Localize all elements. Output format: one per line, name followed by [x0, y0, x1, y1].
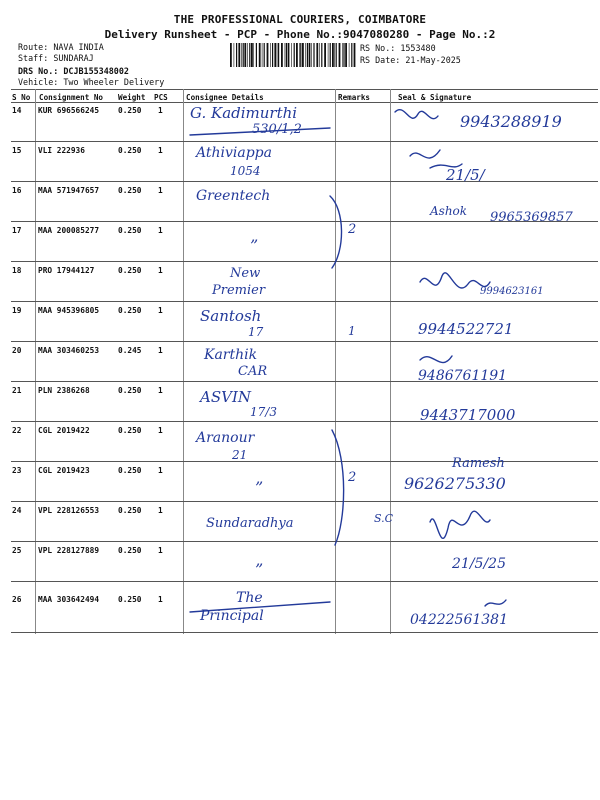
- row-sno: 20: [12, 346, 22, 355]
- row-sno: 22: [12, 426, 22, 435]
- row-consignment: PRO 17944127: [38, 266, 95, 275]
- rs-no-label: RS No.:: [360, 43, 396, 53]
- row-sno: 24: [12, 506, 22, 515]
- col-consignee: Consignee Details: [186, 93, 264, 102]
- barcode-bar: [319, 43, 320, 67]
- hw-sign-15: 21/5/: [446, 166, 485, 184]
- hw-consignee-14-sub: 530/1,2: [252, 122, 302, 137]
- col-pcs: PCS: [154, 93, 168, 102]
- row-consignment: CGL 2019423: [38, 466, 90, 475]
- drs-value: DCJB155348002: [63, 66, 129, 76]
- row-rule: [11, 632, 598, 633]
- hw-consignee-19-sub: 17: [248, 325, 264, 339]
- row-pcs: 1: [158, 226, 163, 235]
- row-pcs: 1: [158, 186, 163, 195]
- barcode-bar: [354, 43, 356, 67]
- rs-date-value: 21-May-2025: [405, 55, 461, 65]
- barcode-bar: [330, 43, 331, 67]
- staff-line: [18, 53, 94, 63]
- hw-consignee-24: Sundaradhya: [206, 516, 294, 531]
- table-row: [0, 423, 600, 463]
- barcode-bar: [259, 43, 261, 67]
- route-label: Route:: [18, 42, 49, 52]
- row-pcs: 1: [158, 595, 163, 604]
- hw-phone-14: 9943288919: [460, 112, 562, 131]
- staff-label: Staff:: [18, 53, 49, 63]
- row-consignment: VLI 222936: [38, 146, 85, 155]
- hw-consignee-15-sub: 1054: [230, 164, 261, 178]
- barcode-bar: [278, 43, 279, 67]
- hw-phone-26: 04222561381: [410, 612, 508, 628]
- barcode-bar: [274, 43, 276, 67]
- row-sno: 16: [12, 186, 22, 195]
- hw-sign-23: Ramesh: [452, 456, 505, 471]
- hw-consignee-26b: Principal: [200, 608, 264, 624]
- barcode-bar: [351, 43, 352, 67]
- col-consignment: Consignment No: [39, 93, 104, 102]
- barcode-bar: [313, 43, 314, 67]
- row-sno: 23: [12, 466, 22, 475]
- table-row: [0, 143, 600, 183]
- barcode-bar: [243, 43, 244, 67]
- barcode-bar: [302, 43, 304, 67]
- row-pcs: 1: [158, 106, 163, 115]
- row-sno: 17: [12, 226, 22, 235]
- row-consignment: VPL 228127889: [38, 546, 100, 555]
- hw-ditto-17: ”: [250, 236, 259, 255]
- hw-consignee-20a: Karthik: [204, 347, 258, 363]
- row-sno: 26: [12, 595, 22, 604]
- barcode-bar: [328, 43, 329, 67]
- row-rule: [11, 581, 598, 582]
- row-consignment: VPL 228126553: [38, 506, 100, 515]
- row-consignment: PLN 2386268: [38, 386, 90, 395]
- row-consignment: CGL 2019422: [38, 426, 90, 435]
- row-sno: 21: [12, 386, 22, 395]
- row-weight: 0.245: [118, 346, 142, 355]
- row-weight: 0.250: [118, 106, 142, 115]
- barcode-bar: [270, 43, 271, 67]
- hw-consignee-18a: New: [230, 266, 261, 281]
- barcode-bar: [285, 43, 286, 67]
- col-remarks: Remarks: [338, 93, 371, 102]
- barcode-bar: [277, 43, 278, 67]
- rs-no-value: 1553480: [400, 43, 436, 53]
- table-top-rule: [11, 89, 598, 90]
- hw-consignee-16: Greentech: [196, 188, 271, 204]
- row-weight: 0.250: [118, 306, 142, 315]
- barcode-bar: [247, 43, 248, 67]
- barcode-bar: [238, 43, 240, 67]
- row-sno: 15: [12, 146, 22, 155]
- barcode-bar: [234, 43, 235, 67]
- barcode-bar: [251, 43, 253, 67]
- barcode-bar: [296, 43, 298, 67]
- row-sno: 25: [12, 546, 22, 555]
- hw-phone-19: 9944522721: [418, 320, 514, 338]
- hw-consignee-15: Athiviappa: [196, 145, 272, 161]
- hw-consignee-14: G. Kadimurthi: [190, 104, 298, 122]
- barcode-bar: [316, 43, 318, 67]
- barcode-bar: [336, 43, 337, 67]
- row-pcs: 1: [158, 546, 163, 555]
- col-signature: Seal & Signature: [398, 93, 472, 102]
- barcode-bar: [305, 43, 306, 67]
- row-pcs: 1: [158, 466, 163, 475]
- row-rule: [11, 341, 598, 342]
- barcode-bar: [345, 43, 347, 67]
- row-pcs: 1: [158, 306, 163, 315]
- row-sno: 18: [12, 266, 22, 275]
- vehicle-label: Vehicle:: [18, 77, 59, 87]
- hw-phone-18: 9994623161: [480, 286, 544, 297]
- row-pcs: 1: [158, 506, 163, 515]
- barcode-bar: [288, 43, 290, 67]
- hw-ditto-23: ”: [255, 478, 264, 497]
- hw-consignee-26a: The: [236, 590, 263, 606]
- barcode-bar: [294, 43, 295, 67]
- col-sno: S No: [12, 93, 31, 102]
- barcode-bar: [256, 43, 257, 67]
- table-row: [0, 590, 600, 634]
- rs-date-line: [360, 55, 461, 65]
- row-pcs: 1: [158, 386, 163, 395]
- row-weight: 0.250: [118, 426, 142, 435]
- hw-sign-16: Ashok: [430, 204, 468, 218]
- barcode-bar: [249, 43, 250, 67]
- hw-consignee-18b: Premier: [212, 283, 266, 298]
- hw-remark-16: 2: [348, 222, 357, 237]
- hw-ditto-25: ”: [255, 560, 264, 579]
- barcode-bar: [244, 43, 246, 67]
- barcode-bar: [332, 43, 334, 67]
- barcode-bar: [262, 43, 263, 67]
- hw-remark-24: S.C: [374, 512, 394, 525]
- row-consignment: MAA 571947657: [38, 186, 100, 195]
- row-weight: 0.250: [118, 226, 142, 235]
- drs-line: [18, 66, 129, 76]
- barcode-bar: [264, 43, 265, 67]
- company-title: THE PROFESSIONAL COURIERS, COIMBATORE: [173, 13, 427, 26]
- row-consignment: KUR 696566245: [38, 106, 100, 115]
- row-consignment: MAA 945396805: [38, 306, 100, 315]
- rs-date-label: RS Date:: [360, 55, 401, 65]
- barcode-bar: [311, 43, 312, 67]
- table-row: [0, 543, 600, 583]
- row-rule: [11, 141, 598, 142]
- row-rule: [11, 301, 598, 302]
- row-rule: [11, 541, 598, 542]
- barcode-bar: [230, 43, 232, 67]
- runsheet-title: Delivery Runsheet - PCP - Phone No.:9047080280 - Page No.:2: [104, 28, 496, 41]
- hw-phone-16: 9965369857: [490, 210, 573, 225]
- barcode-bar: [324, 43, 326, 67]
- row-consignment: MAA 303460253: [38, 346, 100, 355]
- row-weight: 0.250: [118, 506, 142, 515]
- barcode-bar: [299, 43, 300, 67]
- barcode-bar: [272, 43, 273, 67]
- row-sno: 14: [12, 106, 22, 115]
- hw-sign-25: 21/5/25: [452, 556, 506, 572]
- barcode-bar: [321, 43, 322, 67]
- barcode-bar: [241, 43, 242, 67]
- hw-consignee-19: Santosh: [200, 307, 262, 325]
- barcode-bar: [343, 43, 344, 67]
- barcode-bar: [236, 43, 237, 67]
- route-line: [18, 42, 104, 52]
- hw-consignee-22-sub: 21: [232, 448, 248, 462]
- row-pcs: 1: [158, 266, 163, 275]
- barcode-bar: [267, 43, 269, 67]
- barcode-bar: [300, 43, 301, 67]
- row-weight: 0.250: [118, 386, 142, 395]
- hw-remark-19: 1: [348, 324, 356, 338]
- table-row: [0, 223, 600, 263]
- row-pcs: 1: [158, 346, 163, 355]
- hw-phone-20: 9486761191: [418, 368, 508, 384]
- hw-phone-23: 9626275330: [404, 474, 506, 493]
- row-weight: 0.250: [118, 146, 142, 155]
- row-weight: 0.250: [118, 546, 142, 555]
- row-pcs: 1: [158, 426, 163, 435]
- table-row: [0, 263, 600, 303]
- hw-phone-21: 9443717000: [420, 406, 516, 424]
- barcode-bar: [281, 43, 283, 67]
- barcode-bar: [286, 43, 287, 67]
- barcode-bar: [253, 43, 254, 67]
- barcode-image: [230, 43, 356, 67]
- hw-consignee-21-sub: 17/3: [250, 405, 277, 419]
- staff-value: SUNDARAJ: [53, 53, 94, 63]
- table-row: [0, 503, 600, 543]
- barcode-bar: [349, 43, 350, 67]
- barcode-bar: [342, 43, 343, 67]
- col-weight: Weight: [118, 93, 146, 102]
- drs-label: DRS No.:: [18, 66, 59, 76]
- vehicle-line: [18, 77, 164, 87]
- row-rule: [11, 461, 598, 462]
- row-rule: [11, 261, 598, 262]
- hw-consignee-22: Aranour: [196, 430, 255, 446]
- vehicle-value: Two Wheeler Delivery: [63, 77, 165, 87]
- row-weight: 0.250: [118, 186, 142, 195]
- hw-remark-23: 2: [348, 470, 357, 485]
- barcode-bar: [307, 43, 308, 67]
- row-consignment: MAA 303642494: [38, 595, 100, 604]
- row-consignment: MAA 200085277: [38, 226, 100, 235]
- barcode-bar: [334, 43, 335, 67]
- barcode-bar: [339, 43, 341, 67]
- row-rule: [11, 181, 598, 182]
- rs-no-line: [360, 43, 436, 53]
- barcode-bar: [309, 43, 311, 67]
- hw-consignee-21: ASVIN: [200, 388, 251, 406]
- table-row: [0, 343, 600, 383]
- row-weight: 0.250: [118, 595, 142, 604]
- row-sno: 19: [12, 306, 22, 315]
- row-rule: [11, 381, 598, 382]
- row-pcs: 1: [158, 146, 163, 155]
- row-weight: 0.250: [118, 266, 142, 275]
- barcode-bar: [291, 43, 292, 67]
- hw-consignee-20b: CAR: [238, 364, 268, 379]
- row-rule: [11, 501, 598, 502]
- table-row: [0, 463, 600, 503]
- route-value: NAVA INDIA: [53, 42, 104, 52]
- row-weight: 0.250: [118, 466, 142, 475]
